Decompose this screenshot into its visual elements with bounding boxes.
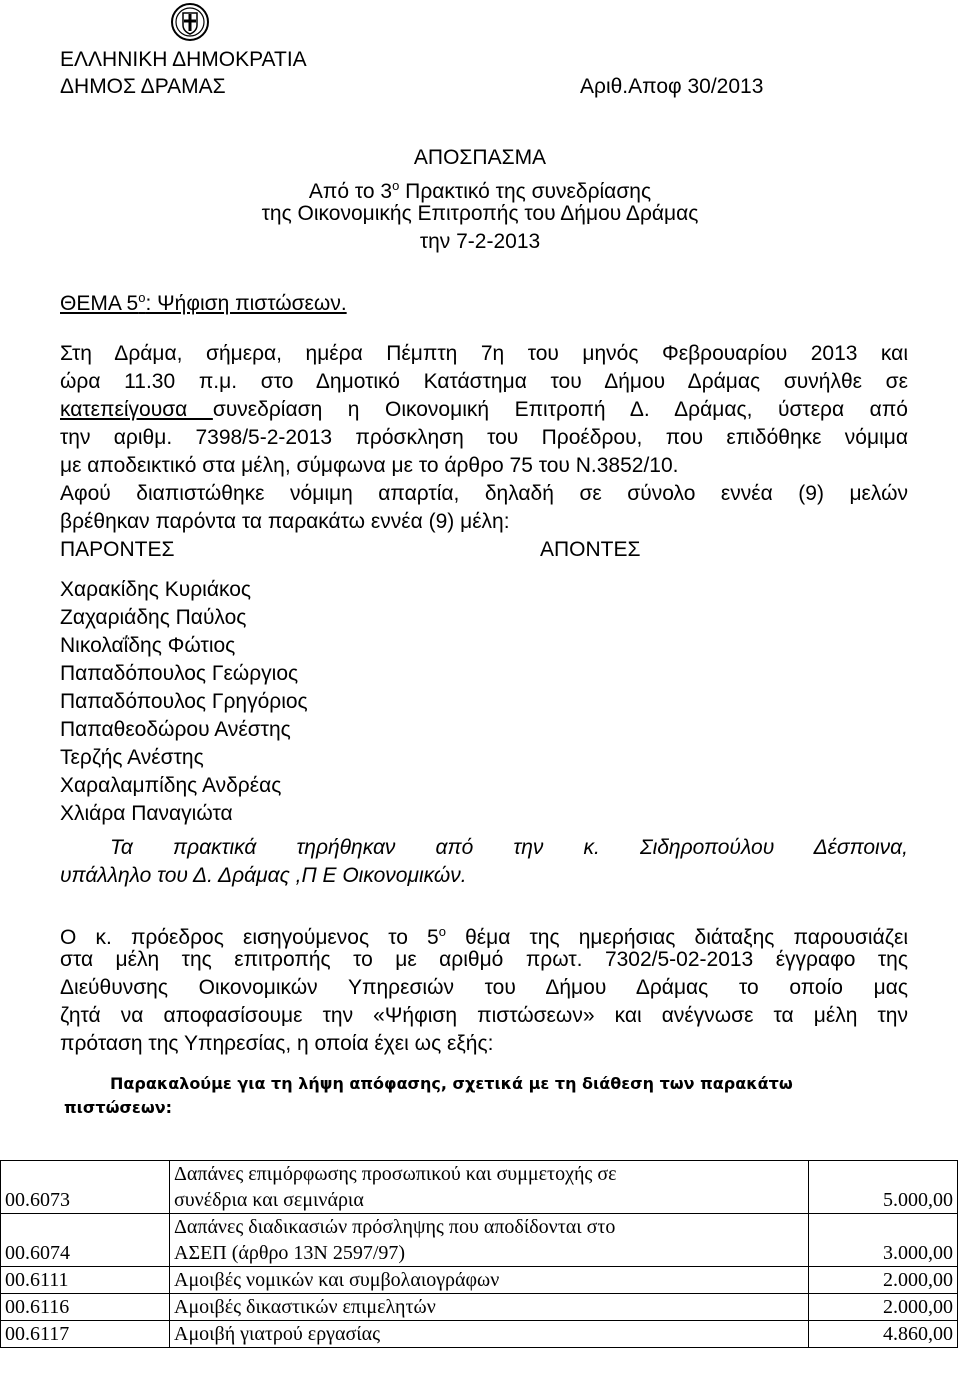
credit-description: Δαπάνες διαδικασιών πρόσληψης που αποδίδονται στο ΑΣΕΠ (άρθρο 13Ν 2597/97) [170, 1214, 809, 1267]
intro-line-2: ώρα 11.30 π.μ. στο Δημοτικό Κατάστημα του Δήμου Δράμας συνήλθε σε [60, 370, 908, 393]
table-row [1, 1161, 958, 1214]
credit-code: 00.6111 [1, 1267, 170, 1294]
minutes-note-line-2: υπάλληλο του Δ. Δράμας ,Π Ε Οικονομικών. [60, 864, 467, 887]
credit-code: 00.6116 [1, 1294, 170, 1321]
body-line-1: Ο κ. πρόεδρος εισηγούμενος το $5^o$ θέμα της ημερήσιας διάταξης παρουσιάζει [60, 924, 908, 949]
intro-line-3: κατεπείγουσα συνεδρίαση η Οικονομική Επιτροπή Δ. Δράμας, ύστερα από [60, 398, 908, 421]
doc-title: ΑΠΟΣΠΑΣΜΑ [413, 146, 547, 169]
body-line-5: πρόταση της Υπηρεσίας, η οποία έχει ως εξής: [60, 1032, 494, 1055]
table-row [1, 1294, 958, 1321]
credit-amount: 2.000,00 [809, 1267, 958, 1294]
credit-amount: 2.000,00 [809, 1294, 958, 1321]
table-row [1, 1214, 958, 1267]
greek-crest-icon [170, 2, 210, 42]
table-row [1, 1321, 958, 1348]
request-line-2: πιστώσεων: [64, 1098, 173, 1117]
credit-description: Αμοιβή γιατρού εργασίας [170, 1321, 809, 1348]
present-member: Χλιάρα Παναγιώτα [60, 802, 233, 825]
intro-line-4: την αριθμ. 7398/5-2-2013 πρόσκληση του Προέδρου, που επιδόθηκε νόμιμα [60, 426, 908, 449]
present-member: Νικολαΐδης Φώτιος [60, 634, 236, 657]
present-member: Χαρακίδης Κυριάκος [60, 578, 252, 601]
credit-code: 00.6074 [1, 1214, 170, 1267]
credit-amount: 3.000,00 [809, 1214, 958, 1267]
subject-line: ΘΕΜΑ $5^o$: Ψήφιση πιστώσεων. [60, 290, 347, 315]
present-member: Παπαδόπουλος Γρηγόριος [60, 690, 308, 713]
credit-amount: 5.000,00 [809, 1161, 958, 1214]
intro-line-6: Αφού διαπιστώθηκε νόμιμη απαρτία, δηλαδή σε σύνολο εννέα (9) μελών [60, 482, 908, 505]
body-line-2: στα μέλη της επιτροπής το με αριθμό πρωτ. 7302/5-02-2013 έγγραφο της [60, 948, 908, 971]
present-member: Παπαδόπουλος Γεώργιος [60, 662, 299, 685]
intro-line-5: με αποδεικτικό στα μέλη, σύμφωνα με το άρθρο 75 του Ν.3852/10. [60, 454, 679, 477]
credit-code: 00.6073 [1, 1161, 170, 1214]
present-member: Παπαθεοδώρου Ανέστης [60, 718, 291, 741]
minutes-note-line-1: Τα πρακτικά τηρήθηκαν από την κ. Σιδηροπούλου Δέσποινα, [110, 836, 908, 859]
absent-label: ΑΠΟΝΤΕΣ [540, 538, 641, 561]
present-member: Τερζής Ανέστης [60, 746, 204, 769]
body-line-3: Διεύθυνσης Οικονομικών Υπηρεσιών του Δήμου Δράμας το οποίο μας [60, 976, 908, 999]
doc-subtitle-1: Από το $3^o$ Πρακτικό της συνεδρίασης [308, 178, 652, 203]
credits-table [0, 1160, 958, 1348]
table-row [1, 1267, 958, 1294]
doc-date: την 7-2-2013 [419, 230, 541, 253]
credit-description: Αμοιβές νομικών και συμβολαιογράφων [170, 1267, 809, 1294]
request-line-1: Παρακαλούμε για τη λήψη απόφασης, σχετικά με τη διάθεση των παρακάτω [110, 1074, 793, 1093]
credit-description: Αμοιβές δικαστικών επιμελητών [170, 1294, 809, 1321]
municipality-name: ΔΗΜΟΣ ΔΡΑΜΑΣ [60, 75, 226, 98]
present-member: Χαραλαμπίδης Ανδρέας [60, 774, 282, 797]
present-label: ΠΑΡΟΝΤΕΣ [60, 538, 175, 561]
intro-line-7: βρέθηκαν παρόντα τα παρακάτω εννέα (9) μέλη: [60, 510, 510, 533]
credit-code: 00.6117 [1, 1321, 170, 1348]
credit-description: Δαπάνες επιμόρφωσης προσωπικού και συμμετοχής σε συνέδρια και σεμινάρια [170, 1161, 809, 1214]
present-member: Ζαχαριάδης Παύλος [60, 606, 247, 629]
body-line-4: ζητά να αποφασίσουμε την «Ψήφιση πιστώσεων» και ανέγνωσε τα μέλη την [60, 1004, 908, 1027]
state-name: ΕΛΛΗΝΙΚΗ ΔΗΜΟΚΡΑΤΙΑ [60, 48, 307, 71]
decision-number: Αριθ.Αποφ 30/2013 [580, 75, 764, 98]
intro-line-1: Στη Δράμα, σήμερα, ημέρα Πέμπτη 7η του μηνός Φεβρουαρίου 2013 και [60, 342, 908, 365]
doc-subtitle-2: της Οικονομικής Επιτροπής του Δήμου Δράμας [261, 202, 699, 225]
credit-amount: 4.860,00 [809, 1321, 958, 1348]
